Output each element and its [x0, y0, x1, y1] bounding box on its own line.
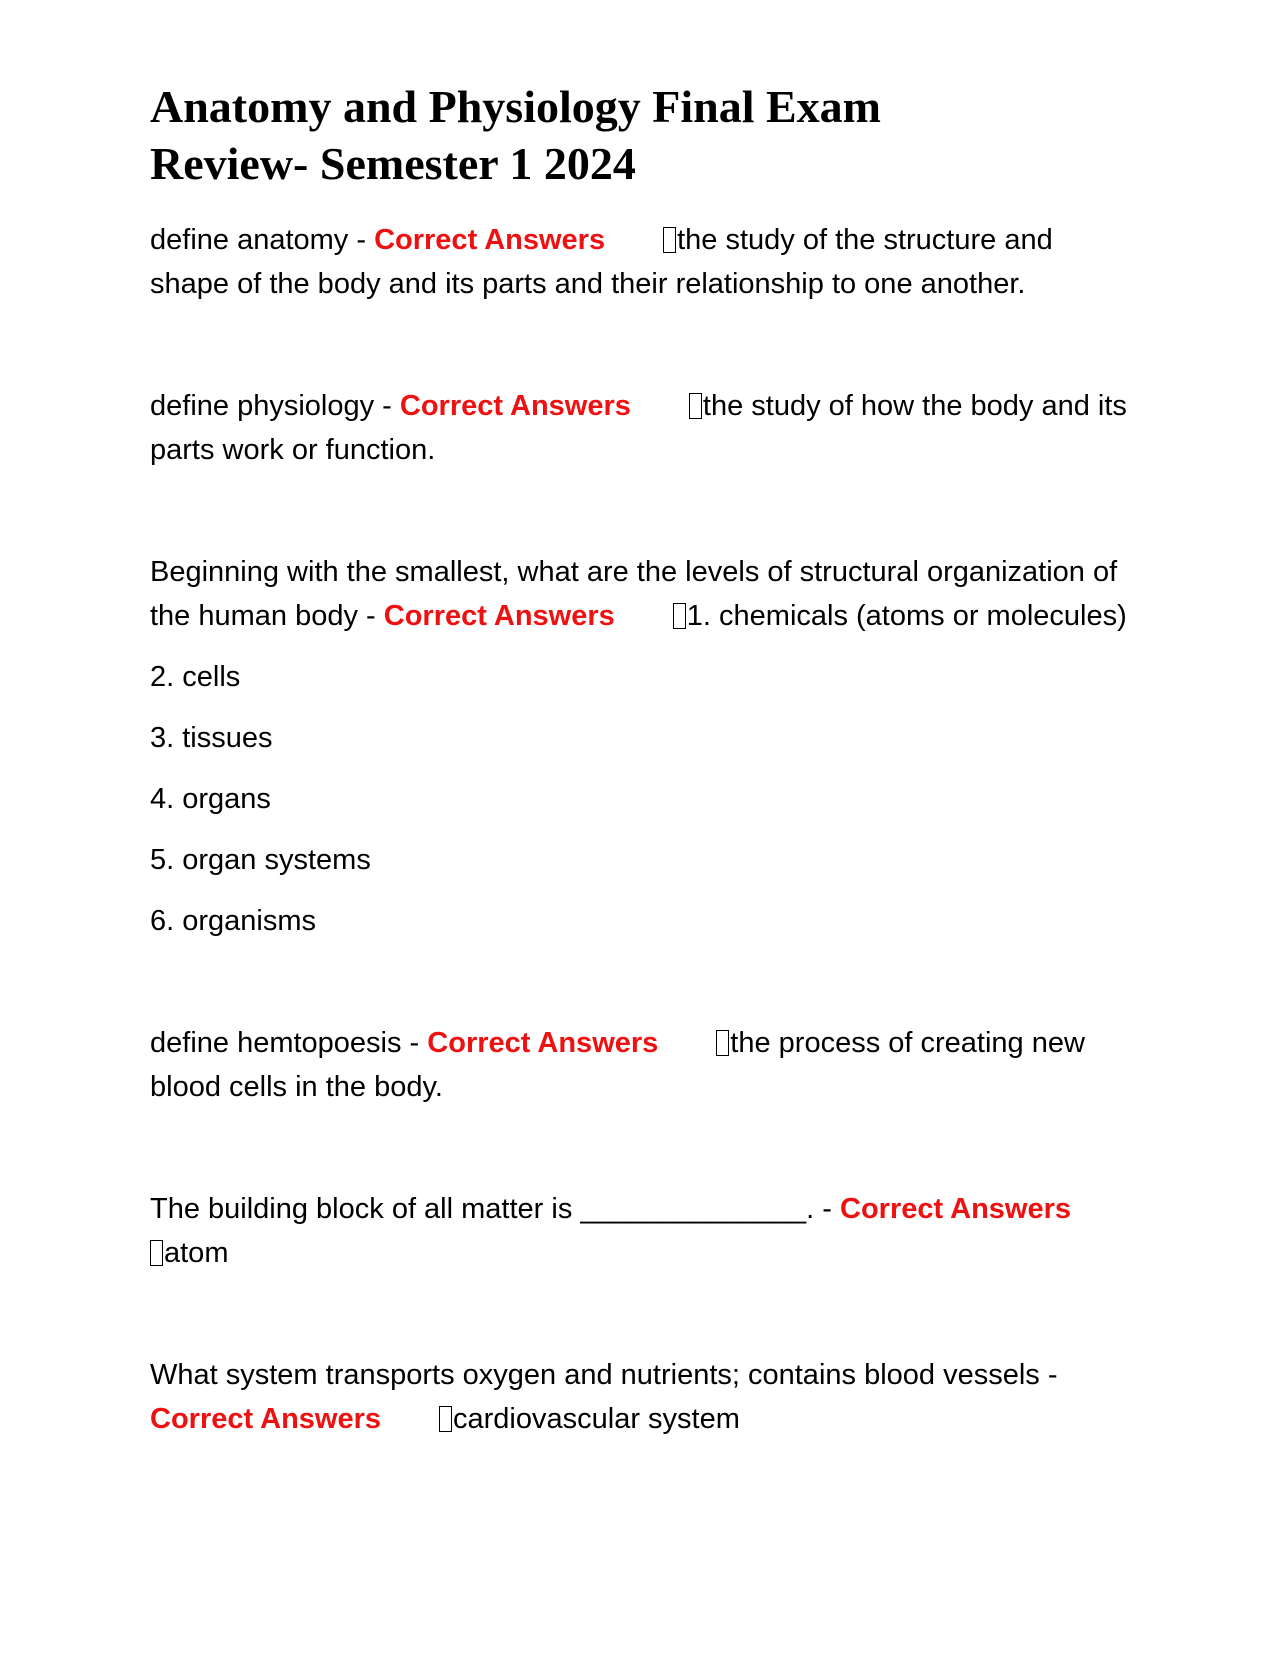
answer-text: the process of creating new blood cells in the body.: [150, 1027, 1085, 1103]
list-item: 2. cells: [150, 661, 241, 693]
answer-text: cardiovascular system: [453, 1403, 740, 1435]
title-line-1: Anatomy and Physiology Final Exam: [150, 81, 881, 132]
correct-answers-label: Correct Answers: [399, 390, 631, 422]
missing-glyph-icon: [689, 393, 702, 419]
correct-answers-label: Correct Answers: [383, 600, 615, 632]
correct-answers-label: Correct Answers: [427, 1027, 659, 1059]
missing-glyph-icon: [673, 603, 686, 629]
qa-question-levels: [150, 550, 1130, 638]
question-text: define physiology -: [150, 390, 400, 422]
answer-text: 1. chemicals (atoms or molecules): [686, 600, 1127, 632]
qa-item-building-block: [150, 1187, 1130, 1275]
correct-answers-label: Correct Answers: [150, 1403, 382, 1435]
question-text: Beginning with the smallest, what are the levels of structural organization of the human body -: [150, 556, 1118, 632]
list-item: 6. organisms: [150, 905, 317, 937]
answer-text: the study of how the body and its parts work or function.: [150, 390, 1127, 466]
list-item: 4. organs: [150, 783, 271, 815]
qa-item-cardiovascular: [150, 1353, 1130, 1441]
question-text: The building block of all matter is ______________. -: [150, 1193, 840, 1225]
missing-glyph-icon: [150, 1240, 163, 1266]
answer-text: the study of the structure and shape of the body and its parts and their relationship to one another.: [150, 224, 1053, 300]
list-item: 3. tissues: [150, 722, 273, 754]
qa-item-hemtopoesis: [150, 1021, 1130, 1109]
missing-glyph-icon: [663, 227, 676, 253]
correct-answers-label: Correct Answers: [840, 1193, 1072, 1225]
correct-answers-label: Correct Answers: [374, 224, 606, 256]
title-line-2: Review- Semester 1 2024: [150, 138, 636, 189]
question-text: define hemtopoesis -: [150, 1027, 428, 1059]
list-item: 5. organ systems: [150, 844, 371, 876]
missing-glyph-icon: [439, 1406, 452, 1432]
qa-item-anatomy: [150, 218, 1130, 306]
document-title: [150, 78, 1130, 192]
qa-item-physiology: [150, 384, 1130, 472]
answer-text: atom: [164, 1237, 229, 1269]
missing-glyph-icon: [716, 1030, 729, 1056]
document-page: [150, 78, 1130, 1519]
question-text: define anatomy -: [150, 224, 375, 256]
qa-item-levels: [150, 550, 1130, 943]
question-text: What system transports oxygen and nutrients; contains blood vessels -: [150, 1359, 1058, 1391]
